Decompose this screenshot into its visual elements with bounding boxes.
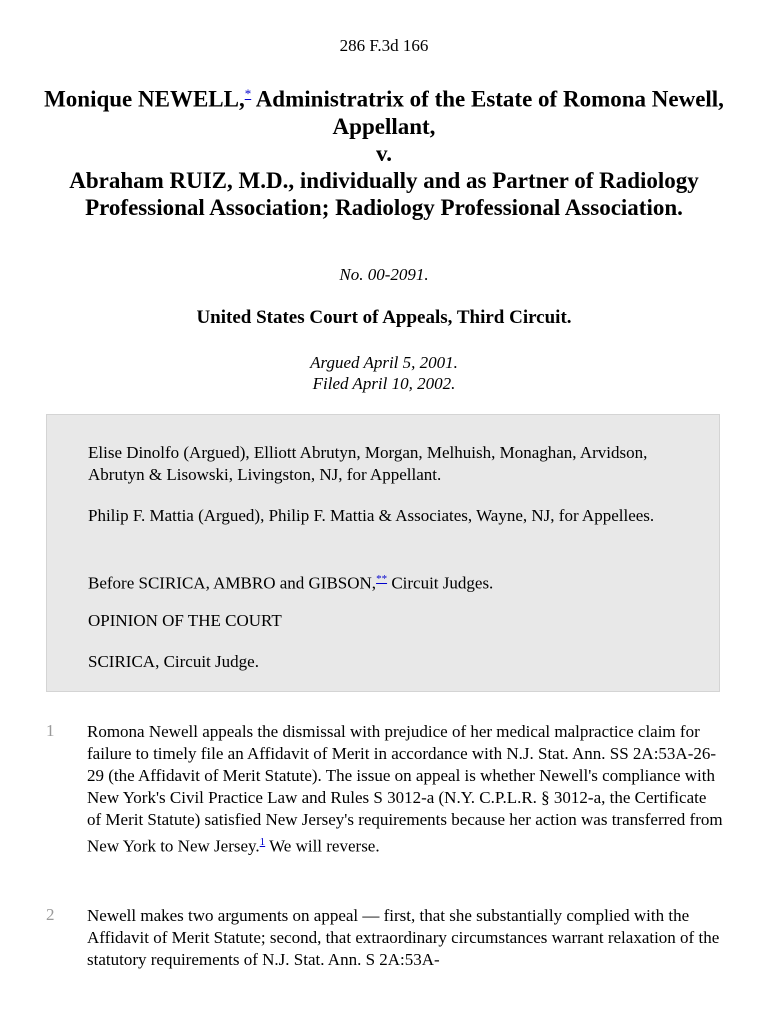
appellees-line: Abraham RUIZ, M.D., individually and as Partner of Radiology Professional Association; Radiology Professional Association. — [69, 167, 699, 220]
appellant-name: Monique NEWELL, — [44, 86, 245, 112]
filed-date: Filed April 10, 2002. — [312, 374, 456, 393]
court-name: United States Court of Appeals, Third Circuit. — [196, 307, 572, 328]
paragraph-footnote-link[interactable]: 1 — [259, 836, 266, 848]
judges-suffix: Circuit Judges. — [387, 573, 494, 593]
versus-label: v. — [376, 140, 392, 166]
paragraph-number: 1 — [46, 721, 55, 740]
appellee-counsel: Philip F. Mattia (Argued), Philip F. Mattia & Associates, Wayne, NJ, for Appellees. — [88, 506, 655, 525]
judges-line — [88, 568, 688, 595]
paragraph-text-body: Newell makes two arguments on appeal — first, that she substantially complied with the Affidavit of Merit Statute; second, that extraordinary circumstances warrant relaxation of the statutory requirements of N.J. Stat. Ann. S 2A:53A- — [87, 906, 720, 969]
judges-prefix: Before SCIRICA, AMBRO and GIBSON, — [88, 573, 377, 593]
opinion-heading: OPINION OF THE COURT — [88, 611, 282, 630]
paragraph-text — [87, 905, 723, 971]
argued-date: Argued April 5, 2001. — [310, 353, 458, 372]
docket-number: No. 00-2091. — [339, 265, 429, 284]
appellant-description: Administratrix of the Estate of Romona Newell, Appellant, — [251, 86, 724, 139]
paragraph-text-body: Romona Newell appeals the dismissal with prejudice of her medical malpractice claim for failure to timely file an Affidavit of Merit in accordance with N.J. Stat. Ann. SS 2A:53A-26-29 (the Affidavit of Merit Statute). The issue on appeal is whether Newell's compliance with New York's Civil Practice Law and Rules S 3012-a (N.Y. C.P.L.R. § 3012-a, the Certificate of Merit Statute) satisfied New Jersey's requirements because her action was transferred from New York to New Jersey. — [87, 722, 723, 856]
paragraph-text-tail: We will reverse. — [265, 836, 380, 856]
paragraph-number: 2 — [46, 905, 55, 924]
case-caption — [40, 80, 728, 221]
counsel-panel — [46, 414, 720, 692]
reporter-citation: 286 F.3d 166 — [339, 36, 429, 55]
case-dates — [0, 352, 768, 394]
opinion-author: SCIRICA, Circuit Judge. — [88, 652, 259, 671]
appellant-counsel: Elise Dinolfo (Argued), Elliott Abrutyn, Morgan, Melhuish, Monaghan, Arvidson, Abrutyn & Lisowski, Livingston, NJ, for Appellant. — [88, 443, 648, 484]
appellant-footnote-link[interactable]: * — [244, 86, 252, 101]
paragraph-text — [87, 721, 723, 858]
judges-footnote-link[interactable]: ** — [376, 573, 388, 585]
appellant-line — [40, 80, 728, 140]
